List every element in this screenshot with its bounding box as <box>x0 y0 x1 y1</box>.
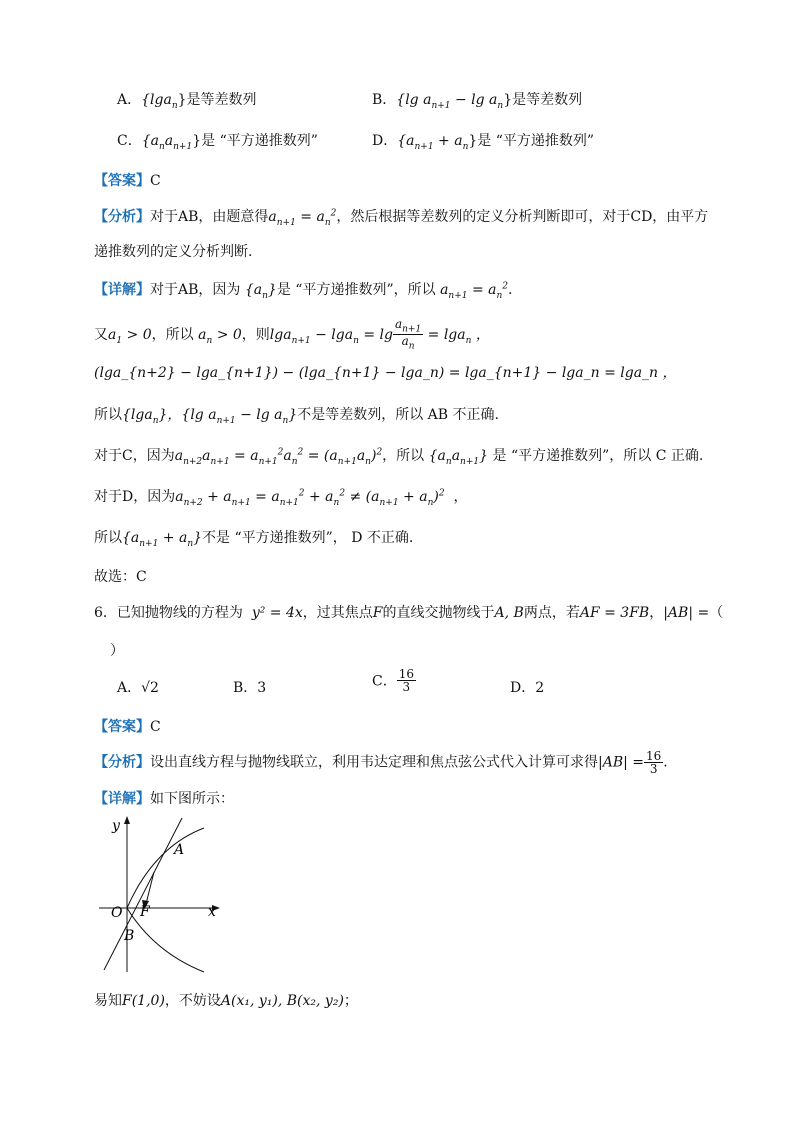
q6-final-line: 易知F(1,0)，不妨设A(x₁, y₁), B(x₂, y₂)； <box>94 993 358 1009</box>
q6-answer: 【答案】C <box>94 719 161 735</box>
q6-analysis: 【分析】设出直线方程与抛物线联立，利用韦达定理和焦点弦公式代入计算可求得|AB| = $\frac{16}{3}$ . <box>94 749 668 776</box>
q5-analysis-line-1: 【分析】对于AB，由题意得$a_{n+1} = a_n^2$，然后根据等差数列的定义分析判断即可，对于CD，由平方 <box>94 208 709 228</box>
option-d: D．$\{a_{n+1} + a_n\}$是 “平方递推数列” <box>372 133 595 152</box>
q6-option-a: A．√2 <box>117 680 159 696</box>
y-label: y <box>112 818 120 834</box>
q6-option-c: C． $\frac{16}{3}$ <box>372 667 414 694</box>
q6-detail: 【详解】如下图所示： <box>94 791 234 807</box>
option-a: A．{lga$_n$}是等差数列 <box>117 92 257 111</box>
q6-option-d: D．2 <box>510 680 545 696</box>
option-b: B．{lg $a_{n+1} - \lg a_n$}是等差数列 <box>372 92 583 111</box>
direction-arrow <box>146 872 154 904</box>
q5-detail-line-4: 所以{lga$_n$}，{lg $a_{n+1} - \lg a_n$}不是等差数列，所以 AB 不正确. <box>94 407 499 426</box>
q5-detail-line-7: 所以$\{a_{n+1} + a_n\}$不是 “平方递推数列”， D 不正确. <box>94 530 414 549</box>
origin-label: O <box>111 905 123 921</box>
parabola-figure <box>94 812 234 982</box>
q5-conclusion: 故选：C <box>94 569 147 585</box>
point-b-label: B <box>124 928 135 944</box>
q5-answer: 【答案】C <box>94 173 161 189</box>
q6-stem-close: ） <box>110 643 124 659</box>
focus-label: F <box>140 904 150 920</box>
q5-analysis-line-2: 递推数列的定义分析判断. <box>94 244 253 260</box>
q5-detail-line-5: 对于C，因为$a_{n+2}a_{n+1} = a_{n+1}^2a_n^2 = (a_{n+1}a_n)^2$，所以 $\{a_na_{n+1}\}$ 是 “平方递推数列”，所以 C 正确. <box>94 447 704 467</box>
y-axis-arrow-icon <box>124 816 130 824</box>
point-a-label: A <box>174 842 185 858</box>
q5-detail-line-6: 对于D，因为$a_{n+2} + a_{n+1} = a_{n+1}^2 + a_n^2 \ne (a_{n+1} + a_n)^2$ ， <box>94 488 468 508</box>
q5-detail-line-3: (lga_{n+2} − lga_{n+1}) − (lga_{n+1} − lga_n) = lga_{n+1} − lga_n = lga_n ， <box>94 365 677 381</box>
option-c: C．$\{a_na_{n+1}\}$是 “平方递推数列” <box>117 133 318 152</box>
q6-option-b: B．3 <box>233 680 267 696</box>
q6-stem: 6．已知抛物线的方程为 y² = 4x，过其焦点F的直线交抛物线于A, B两点，若AF = 3FB，|AB| =（ <box>94 605 724 621</box>
x-label: x <box>208 904 216 920</box>
q5-detail-line-2: 又$a_1 > 0$，所以 $a_n > 0$，则lga$_{n+1}$ − lga$_n$ = lg $\frac{a_{n+1}}{a_n}$ = lga$_n$ ， <box>94 317 490 352</box>
focal-chord-line <box>104 818 185 970</box>
q5-detail-line-1: 【详解】对于AB，因为 $\{a_n\}$是 “平方递推数列”，所以 $a_{n+1} = a_n^2$. <box>94 281 513 301</box>
